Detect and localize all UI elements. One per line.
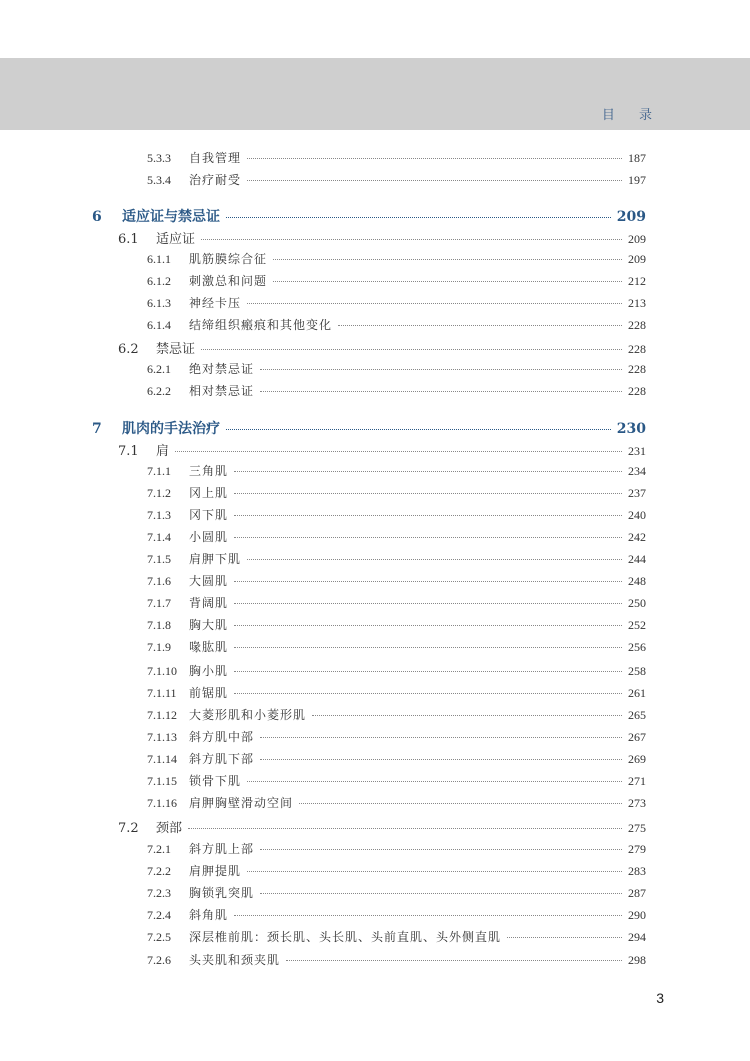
dot-leader [247,180,622,181]
toc-entry[interactable] [147,906,646,923]
toc-entry[interactable] [147,706,646,723]
toc-entry-number: 7.1.11 [147,686,177,700]
dot-leader [175,451,622,452]
toc-entry[interactable] [147,638,646,655]
toc-entry-title: 相对禁忌证 [189,384,255,398]
dot-leader [234,603,622,604]
toc-entry[interactable] [147,506,646,523]
toc-entry-title: 斜方肌上部 [189,842,255,856]
toc-entry-title: 胸锁乳突肌 [189,886,255,900]
dot-leader [247,781,622,782]
dot-leader [234,581,622,582]
toc-entry-page: 275 [628,821,646,835]
toc-entry-title: 冈上肌 [189,486,229,500]
dot-leader [188,828,622,829]
toc-entry-page: 269 [628,752,646,766]
toc-entry-number: 6.2 [118,342,139,357]
dot-leader [247,559,622,560]
toc-entry[interactable] [147,250,646,267]
toc-entry-number: 5.3.4 [147,173,171,187]
toc-entry-title: 胸大肌 [189,618,229,632]
toc-entry-title: 冈下肌 [189,508,229,522]
toc-entry-title: 大菱形肌和小菱形肌 [189,708,307,722]
toc-entry-page: 228 [628,342,646,356]
toc-entry-title: 禁忌证 [156,342,196,357]
toc-entry-page: 237 [628,486,646,500]
toc-entry-page: 234 [628,464,646,478]
dot-leader [234,647,622,648]
toc-entry-page: 287 [628,886,646,900]
toc-entry-page: 228 [628,318,646,332]
toc-entry-title: 肩胛提肌 [189,864,242,878]
toc-entry[interactable] [118,338,646,357]
dot-leader [234,915,622,916]
toc-entry-number: 7.2.4 [147,908,171,922]
toc-entry-number: 7 [92,421,102,437]
toc-entry-page: 252 [628,618,646,632]
toc-entry-number: 6.1 [118,232,139,247]
toc-entry-page: 231 [628,444,646,458]
toc-entry-number: 7.2.1 [147,842,171,856]
toc-entry-title: 前锯肌 [189,686,229,700]
dot-leader [260,737,622,738]
dot-leader [226,429,611,430]
toc-entry-page: 209 [628,232,646,246]
toc-entry-title: 肩 [156,444,170,459]
toc-entry-number: 7.1.3 [147,508,171,522]
dot-leader [247,158,622,159]
toc-entry-number: 7.1.12 [147,708,177,722]
toc-entry-title: 三角肌 [189,464,229,478]
toc-entry-number: 7.1 [118,444,139,459]
toc-entry-page: 279 [628,842,646,856]
toc-entry-title: 肩胛下肌 [189,552,242,566]
dot-leader [260,369,622,370]
toc-entry-title: 锁骨下肌 [189,774,242,788]
toc-entry-number: 6.2.1 [147,362,171,376]
toc-entry-page: 230 [616,421,646,437]
toc-entry-page: 209 [628,252,646,266]
toc-entry-page: 187 [628,151,646,165]
toc-entry[interactable] [147,360,646,377]
toc-entry[interactable] [92,206,646,226]
toc-entry-title: 刺激总和问题 [189,274,268,288]
toc-entry-number: 7.1.9 [147,640,171,654]
toc-entry-title: 适应证与禁忌证 [122,209,220,225]
toc-entry[interactable] [147,728,646,745]
toc-entry-page: 283 [628,864,646,878]
toc-entry-number: 7.1.6 [147,574,171,588]
toc-entry-page: 212 [628,274,646,288]
toc-entry-title: 自我管理 [189,151,242,165]
toc-entry-page: 250 [628,596,646,610]
toc-entry-page: 228 [628,384,646,398]
toc-entry[interactable] [147,594,646,611]
toc-entry-page: 197 [628,173,646,187]
toc-entry-number: 7.1.15 [147,774,177,788]
toc-entry[interactable] [147,149,646,166]
toc-entry-page: 267 [628,730,646,744]
toc-entry-title: 胸小肌 [189,664,229,678]
toc-entry-page: 213 [628,296,646,310]
toc-entry-title: 颈部 [156,821,183,836]
toc-entry[interactable] [147,484,646,501]
toc-entry-page: 242 [628,530,646,544]
toc-entry[interactable] [147,550,646,567]
toc-entry[interactable] [118,817,646,836]
toc-entry[interactable] [147,684,646,701]
toc-entry-page: 294 [628,930,646,944]
dot-leader [312,715,622,716]
toc-entry-page: 244 [628,552,646,566]
toc-entry-number: 7.1.5 [147,552,171,566]
toc-entry-page: 273 [628,796,646,810]
toc-entry[interactable] [118,440,646,459]
dot-leader [234,471,622,472]
toc-entry-number: 5.3.3 [147,151,171,165]
toc-entry-number: 7.2.3 [147,886,171,900]
toc-entry-number: 6 [92,209,102,225]
toc-entry[interactable] [147,382,646,399]
dot-leader [234,693,622,694]
toc-entry-page: 258 [628,664,646,678]
toc-entry-number: 7.1.4 [147,530,171,544]
toc-entry-title: 适应证 [156,232,196,247]
toc-entry-title: 斜方肌中部 [189,730,255,744]
toc-entry[interactable] [147,951,646,968]
toc-entry-title: 大圆肌 [189,574,229,588]
dot-leader [260,893,622,894]
toc-entry-title: 肌肉的手法治疗 [122,421,220,437]
toc-entry-number: 7.1.7 [147,596,171,610]
toc-entry-page: 228 [628,362,646,376]
toc-entry-number: 6.2.2 [147,384,171,398]
dot-leader [338,325,622,326]
toc-entry-title: 神经卡压 [189,296,242,310]
dot-leader [299,803,622,804]
toc-entry-page: 298 [628,953,646,967]
dot-leader [286,960,622,961]
toc-entry-title: 斜方肌下部 [189,752,255,766]
toc-entry-page: 248 [628,574,646,588]
toc-entry-number: 7.1.14 [147,752,177,766]
dot-leader [507,937,622,938]
toc-entry[interactable] [118,228,646,247]
dot-leader [260,759,622,760]
toc-entry-number: 7.1.2 [147,486,171,500]
toc-entry[interactable] [147,794,646,811]
dot-leader [234,493,622,494]
toc-entry-title: 肌筋膜综合征 [189,252,268,266]
toc-entry[interactable] [147,884,646,901]
toc-entry-title: 小圆肌 [189,530,229,544]
toc-entry[interactable] [147,616,646,633]
toc-entry-title: 背阔肌 [189,596,229,610]
toc-entry[interactable] [147,928,646,945]
dot-leader [234,515,622,516]
toc-entry-page: 261 [628,686,646,700]
dot-leader [273,281,622,282]
toc-entry-title: 斜角肌 [189,908,229,922]
toc-entry-number: 7.1.13 [147,730,177,744]
toc-entry[interactable] [147,772,646,789]
toc-entry-page: 240 [628,508,646,522]
toc-entry-number: 7.1.16 [147,796,177,810]
toc-entry-number: 7.2 [118,821,139,836]
dot-leader [201,239,622,240]
toc-entry-page: 271 [628,774,646,788]
toc-entry-page: 256 [628,640,646,654]
toc-entry[interactable] [92,418,646,438]
toc-entry-number: 7.1.8 [147,618,171,632]
toc-entry[interactable] [147,662,646,679]
toc-entry-number: 7.2.2 [147,864,171,878]
toc-entry-number: 6.1.3 [147,296,171,310]
dot-leader [201,349,622,350]
dot-leader [226,217,611,218]
toc-entry-number: 6.1.2 [147,274,171,288]
toc-entry[interactable] [147,862,646,879]
running-header: 目 录 [601,108,662,123]
toc-entry-number: 6.1.4 [147,318,171,332]
toc-entry-number: 7.1.1 [147,464,171,478]
toc-entry-number: 6.1.1 [147,252,171,266]
toc-entry[interactable] [147,316,646,333]
toc-entry-title: 头夹肌和颈夹肌 [189,953,281,967]
toc-entry-number: 7.1.10 [147,664,177,678]
dot-leader [260,391,622,392]
toc-entry[interactable] [147,572,646,589]
toc-entry-title: 肩胛胸壁滑动空间 [189,796,294,810]
dot-leader [247,871,622,872]
dot-leader [260,849,622,850]
toc-entry[interactable] [147,462,646,479]
toc-entry-title: 治疗耐受 [189,173,242,187]
toc-entry[interactable] [147,840,646,857]
toc-entry-title: 深层椎前肌：颈长肌、头长肌、头前直肌、头外侧直肌 [189,930,502,944]
toc-entry-number: 7.2.5 [147,930,171,944]
dot-leader [247,303,622,304]
toc-entry-title: 绝对禁忌证 [189,362,255,376]
toc-entry[interactable] [147,750,646,767]
toc-entry[interactable] [147,528,646,545]
toc-entry[interactable] [147,294,646,311]
toc-entry[interactable] [147,171,646,188]
toc-entry-page: 290 [628,908,646,922]
toc-entry[interactable] [147,272,646,289]
toc-entry-page: 265 [628,708,646,722]
dot-leader [234,625,622,626]
dot-leader [234,671,622,672]
toc-entry-page: 209 [616,209,646,225]
page-number: 3 [656,990,664,1006]
dot-leader [234,537,622,538]
toc-entry-title: 喙肱肌 [189,640,229,654]
dot-leader [273,259,622,260]
toc-entry-title: 结缔组织瘢痕和其他变化 [189,318,333,332]
toc-entry-number: 7.2.6 [147,953,171,967]
